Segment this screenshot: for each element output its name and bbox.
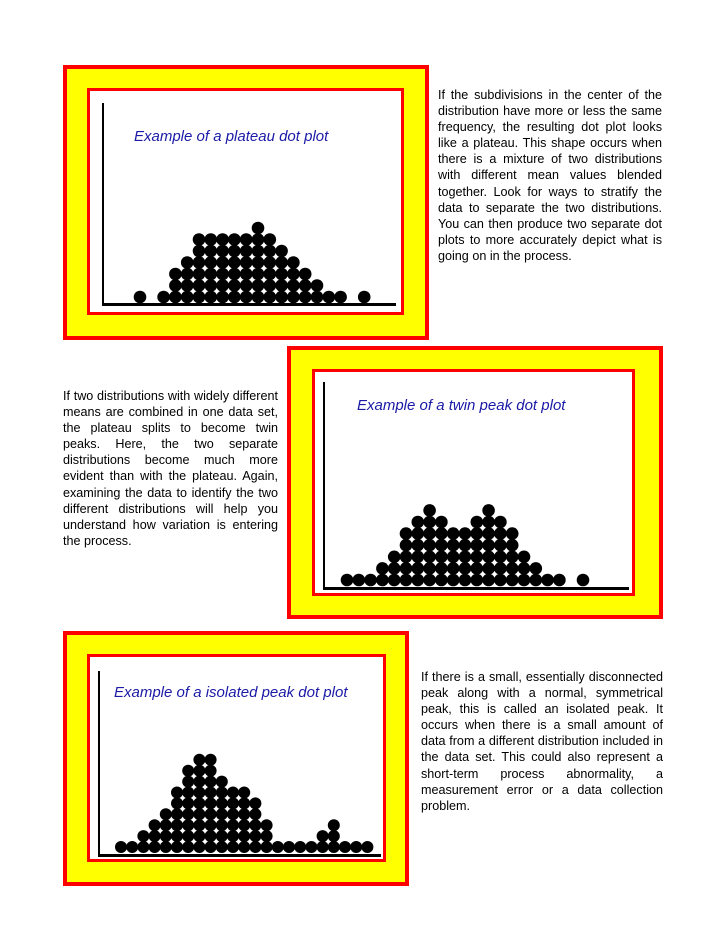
twin-dot xyxy=(482,504,495,517)
twin-dot xyxy=(435,539,448,552)
isolated-dot xyxy=(227,841,239,853)
isolated-dot xyxy=(182,841,194,853)
isolated-dot xyxy=(137,830,149,842)
isolated-dot xyxy=(205,797,217,809)
twin-dot xyxy=(400,551,413,564)
isolated-dot xyxy=(193,787,205,799)
twin-dot xyxy=(412,562,425,575)
twin-description: If two distributions with widely different means are combined in one data set, the plateau splits to become twin peaks. Here, the two separate distributions become much more evident than with the plateau. Again, examining the data to identify the two different distributions will help you understand how variation is entering the process. xyxy=(63,389,278,548)
plateau-dot xyxy=(193,268,206,281)
isolated-dot xyxy=(205,787,217,799)
twin-dot xyxy=(447,551,460,564)
isolated-dot xyxy=(216,841,228,853)
plateau-dot xyxy=(228,233,241,246)
isolated-dot xyxy=(227,787,239,799)
twin-dot xyxy=(388,551,401,564)
plateau-dot xyxy=(311,279,324,292)
plateau-dot xyxy=(228,291,241,304)
plateau-dot xyxy=(252,245,265,258)
twin-dot xyxy=(400,527,413,540)
isolated-dot xyxy=(249,797,261,809)
isolated-dot xyxy=(261,830,273,842)
twin-dot xyxy=(482,516,495,529)
twin-dot xyxy=(471,574,484,587)
plateau-dot xyxy=(228,279,241,292)
twin-dot xyxy=(412,527,425,540)
twin-dot xyxy=(541,574,554,587)
twin-dot xyxy=(518,562,531,575)
twin-dot xyxy=(494,516,507,529)
plateau-dot xyxy=(169,291,182,304)
isolated-dot xyxy=(249,808,261,820)
plateau-dot xyxy=(181,256,194,269)
twin-dot xyxy=(506,527,519,540)
isolated-dot xyxy=(261,819,273,831)
isolated-dot xyxy=(193,776,205,788)
plateau-plot-title: Example of a plateau dot plot xyxy=(134,128,329,145)
twin-dot xyxy=(435,527,448,540)
twin-dot xyxy=(482,551,495,564)
isolated-dot xyxy=(193,808,205,820)
plateau-dot xyxy=(287,279,300,292)
plateau-dot xyxy=(287,291,300,304)
plateau-dot xyxy=(275,291,288,304)
plateau-dot xyxy=(264,291,277,304)
isolated-dot xyxy=(149,841,161,853)
plateau-dot xyxy=(311,291,324,304)
twin-dot xyxy=(459,527,472,540)
plateau-dot xyxy=(181,268,194,281)
twin-dot xyxy=(506,574,519,587)
isolated-dot xyxy=(328,841,340,853)
plateau-dot xyxy=(275,279,288,292)
isolated-dot xyxy=(171,797,183,809)
twin-dot xyxy=(423,504,436,517)
isolated-dot xyxy=(160,830,172,842)
isolated-dot xyxy=(182,776,194,788)
isolated-dot xyxy=(171,819,183,831)
plateau-dot xyxy=(264,245,277,258)
plateau-dot xyxy=(252,268,265,281)
plateau-dot xyxy=(181,291,194,304)
isolated-dot xyxy=(171,830,183,842)
isolated-dot xyxy=(182,808,194,820)
plateau-dot xyxy=(193,256,206,269)
isolated-dot xyxy=(350,841,362,853)
twin-dot xyxy=(459,551,472,564)
plateau-dot xyxy=(240,233,253,246)
plateau-dot xyxy=(205,268,218,281)
twin-dot xyxy=(459,574,472,587)
isolated-dot xyxy=(182,787,194,799)
plateau-description: If the subdivisions in the center of the distribution have more or less the same frequency, the resulting dot plot looks like a plateau. This shape occurs when there is a mixture of two distributions with different mean values blended together. Look for ways to stratify the data to separate the two distributions. You can then produce two separate dot plots to more accurately depict what is going on in the process. xyxy=(438,88,662,263)
isolated-dot xyxy=(317,830,329,842)
twin-dot xyxy=(435,516,448,529)
plateau-dot xyxy=(216,291,229,304)
twin-dot xyxy=(400,562,413,575)
plateau-dot xyxy=(216,233,229,246)
isolated-dot xyxy=(238,787,250,799)
twin-dot xyxy=(494,562,507,575)
twin-dot xyxy=(518,574,531,587)
twin-dot xyxy=(471,562,484,575)
twin-dot xyxy=(494,527,507,540)
twin-dot xyxy=(341,574,354,587)
twin-dot xyxy=(412,551,425,564)
twin-dot xyxy=(447,539,460,552)
plateau-dot xyxy=(205,256,218,269)
plateau-dot xyxy=(240,245,253,258)
twin-dot xyxy=(577,574,590,587)
plateau-dot xyxy=(216,268,229,281)
isolated-dot xyxy=(249,830,261,842)
isolated-dot xyxy=(317,841,329,853)
twin-dot xyxy=(353,574,366,587)
isolated-dot xyxy=(305,841,317,853)
twin-dots xyxy=(315,372,635,596)
twin-dot xyxy=(494,539,507,552)
isolated-dot xyxy=(283,841,295,853)
isolated-dot xyxy=(249,819,261,831)
isolated-dot xyxy=(249,841,261,853)
isolated-dot xyxy=(238,808,250,820)
plateau-dot xyxy=(240,291,253,304)
isolated-dot xyxy=(227,819,239,831)
twin-dot xyxy=(400,574,413,587)
plateau-dot xyxy=(264,233,277,246)
plateau-dot xyxy=(252,291,265,304)
plateau-dot xyxy=(169,279,182,292)
isolated-dot xyxy=(160,808,172,820)
plateau-dot xyxy=(299,268,312,281)
isolated-dot xyxy=(272,841,284,853)
plateau-dot xyxy=(193,233,206,246)
plateau-dot xyxy=(240,279,253,292)
isolated-dot xyxy=(193,765,205,777)
isolated-dot xyxy=(238,819,250,831)
isolated-dot xyxy=(216,808,228,820)
isolated-dot xyxy=(160,841,172,853)
isolated-dot xyxy=(126,841,138,853)
twin-dot xyxy=(412,574,425,587)
plateau-dot xyxy=(228,268,241,281)
isolated-dot xyxy=(205,808,217,820)
isolated-dot xyxy=(216,830,228,842)
isolated-dot xyxy=(205,819,217,831)
plateau-dot xyxy=(264,256,277,269)
plateau-dot xyxy=(287,256,300,269)
isolated-dot xyxy=(182,830,194,842)
twin-dot xyxy=(471,527,484,540)
isolated-dot xyxy=(193,819,205,831)
plateau-dot xyxy=(264,279,277,292)
isolated-dot xyxy=(149,819,161,831)
plateau-dot xyxy=(275,268,288,281)
isolated-dot xyxy=(193,797,205,809)
isolated-description: If there is a small, essentially disconnected peak along with a normal, symmetrical peak, this is called an isolated peak. It occurs when there is a small amount of data from a different distribution included in the data set. This could also represent a short-term process abnormality, a measurement error or a data collection problem. xyxy=(421,670,663,813)
isolated-dots xyxy=(90,657,386,862)
plateau-dot xyxy=(334,291,347,304)
plateau-dot xyxy=(205,279,218,292)
plateau-dot xyxy=(252,233,265,246)
plateau-dot xyxy=(169,268,182,281)
plateau-dot xyxy=(216,279,229,292)
isolated-dot xyxy=(137,841,149,853)
isolated-dot xyxy=(171,808,183,820)
twin-dot xyxy=(388,574,401,587)
plateau-dot xyxy=(193,279,206,292)
twin-dot xyxy=(364,574,377,587)
plateau-dots xyxy=(90,91,404,315)
isolated-dot xyxy=(261,841,273,853)
plateau-dot xyxy=(205,245,218,258)
twin-dot xyxy=(400,539,413,552)
isolated-dot xyxy=(171,787,183,799)
isolated-dot xyxy=(205,765,217,777)
twin-dot xyxy=(506,551,519,564)
twin-plot-title: Example of a twin peak dot plot xyxy=(357,397,566,414)
isolated-dot xyxy=(238,830,250,842)
isolated-dot xyxy=(205,776,217,788)
isolated-dot xyxy=(182,797,194,809)
isolated-dot xyxy=(160,819,172,831)
twin-dot xyxy=(447,527,460,540)
twin-dot xyxy=(482,527,495,540)
plateau-dot xyxy=(216,256,229,269)
twin-plot-area xyxy=(312,369,635,596)
twin-dot xyxy=(459,539,472,552)
plateau-dot xyxy=(275,256,288,269)
isolated-dot xyxy=(328,830,340,842)
twin-dot xyxy=(423,551,436,564)
isolated-dot xyxy=(216,797,228,809)
isolated-dot xyxy=(238,797,250,809)
twin-dot xyxy=(471,539,484,552)
isolated-dot xyxy=(182,819,194,831)
plateau-dot xyxy=(323,291,336,304)
twin-dot xyxy=(494,574,507,587)
isolated-dot xyxy=(227,797,239,809)
plateau-plot-area xyxy=(87,88,404,315)
twin-dot xyxy=(506,539,519,552)
plateau-dot xyxy=(181,279,194,292)
isolated-dot xyxy=(238,841,250,853)
plateau-dot xyxy=(228,245,241,258)
twin-dot xyxy=(423,574,436,587)
isolated-dot xyxy=(294,841,306,853)
twin-dot xyxy=(423,527,436,540)
twin-dot xyxy=(412,516,425,529)
twin-dot xyxy=(494,551,507,564)
isolated-dot xyxy=(182,765,194,777)
twin-dot xyxy=(482,562,495,575)
plateau-dot xyxy=(157,291,170,304)
isolated-dot xyxy=(339,841,351,853)
plateau-dot xyxy=(193,291,206,304)
twin-dot xyxy=(518,551,531,564)
twin-dot xyxy=(435,551,448,564)
twin-dot xyxy=(423,516,436,529)
twin-dot xyxy=(471,551,484,564)
isolated-dot xyxy=(193,754,205,766)
twin-dot xyxy=(423,562,436,575)
plateau-dot xyxy=(193,245,206,258)
plateau-dot xyxy=(358,291,371,304)
plateau-dot xyxy=(205,291,218,304)
twin-dot xyxy=(530,562,543,575)
plateau-dot xyxy=(205,233,218,246)
twin-dot xyxy=(447,574,460,587)
plateau-dot xyxy=(134,291,147,304)
twin-dot xyxy=(506,562,519,575)
isolated-plot-title: Example of a isolated peak dot plot xyxy=(114,684,348,701)
twin-dot xyxy=(482,539,495,552)
twin-dot xyxy=(423,539,436,552)
plateau-dot xyxy=(299,291,312,304)
twin-dot xyxy=(376,562,389,575)
twin-dot xyxy=(412,539,425,552)
twin-dot xyxy=(376,574,389,587)
twin-dot xyxy=(482,574,495,587)
isolated-dot xyxy=(193,841,205,853)
isolated-dot xyxy=(216,787,228,799)
plateau-dot xyxy=(275,245,288,258)
isolated-dot xyxy=(361,841,373,853)
plateau-dot xyxy=(228,256,241,269)
isolated-dot xyxy=(205,754,217,766)
plateau-dot xyxy=(264,268,277,281)
twin-dot xyxy=(530,574,543,587)
isolated-dot xyxy=(216,819,228,831)
isolated-dot xyxy=(227,808,239,820)
isolated-dot xyxy=(171,841,183,853)
plateau-dot xyxy=(252,256,265,269)
isolated-dot xyxy=(216,776,228,788)
isolated-dot xyxy=(328,819,340,831)
twin-dot xyxy=(459,562,472,575)
plateau-dot xyxy=(252,279,265,292)
twin-dot xyxy=(435,562,448,575)
isolated-plot-area xyxy=(87,654,386,862)
plateau-dot xyxy=(240,256,253,269)
plateau-dot xyxy=(216,245,229,258)
twin-dot xyxy=(471,516,484,529)
plateau-dot xyxy=(252,222,265,235)
twin-dot xyxy=(388,562,401,575)
isolated-dot xyxy=(115,841,127,853)
isolated-dot xyxy=(227,830,239,842)
plateau-dot xyxy=(287,268,300,281)
twin-dot xyxy=(553,574,566,587)
isolated-dot xyxy=(193,830,205,842)
isolated-dot xyxy=(205,830,217,842)
plateau-dot xyxy=(299,279,312,292)
twin-dot xyxy=(447,562,460,575)
twin-dot xyxy=(435,574,448,587)
isolated-dot xyxy=(205,841,217,853)
isolated-dot xyxy=(149,830,161,842)
plateau-dot xyxy=(240,268,253,281)
